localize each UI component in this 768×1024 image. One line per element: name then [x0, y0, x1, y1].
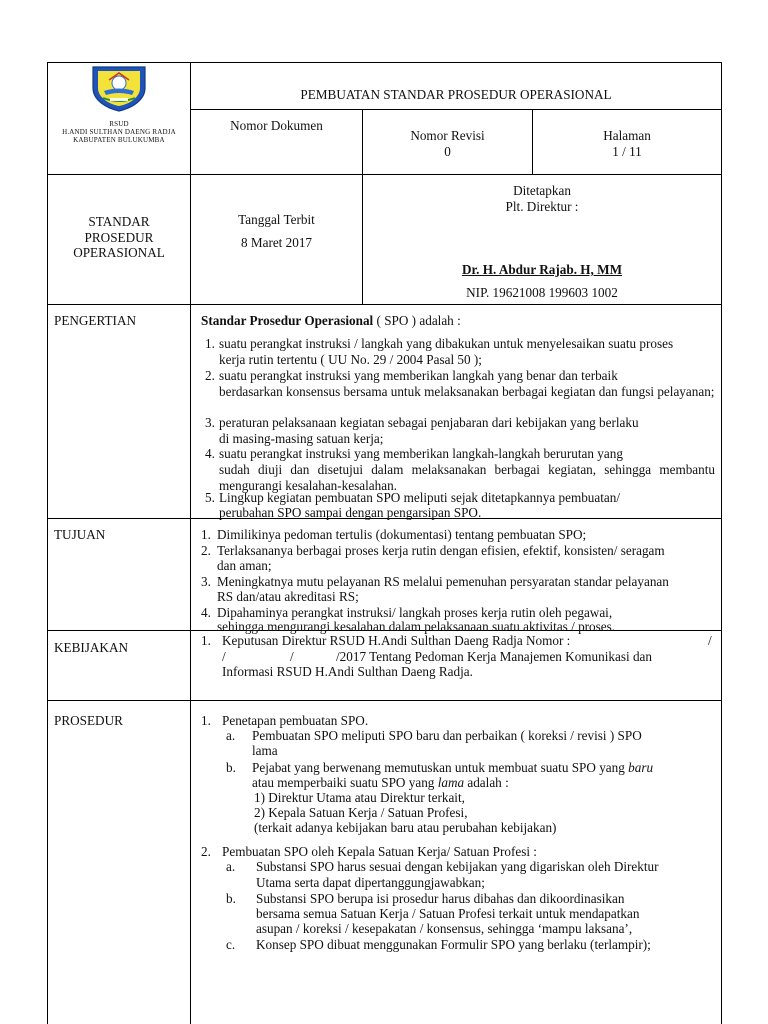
halaman-value: 1 / 11 [612, 144, 642, 159]
org-line-1: RSUD [109, 120, 129, 128]
pengertian-num-3: 3. [205, 415, 215, 430]
title-bottom-border [190, 109, 722, 110]
pengertian-label: PENGERTIAN [54, 313, 136, 328]
prosedur-num-2: 2. [201, 844, 211, 859]
spo-label-1: STANDAR [88, 214, 150, 229]
prosedur-2b-line-3: asupan / koreksi / kesepakatan / konsensus, sehingga ‘mampu laksana’, [256, 921, 633, 936]
prosedur-2b-line-2: bersama semua Satuan Kerja / Satuan Profesi terkait untuk mendapatkan [256, 906, 640, 921]
pengertian-item-3-rest: di masing-masing satuan kerja; [219, 431, 384, 446]
pengertian-item-5-rest: perubahan SPO sampai dengan pengarsipan SPO. [219, 505, 482, 520]
prosedur-1b-item-1: 1) Direktur Utama atau Direktur terkait, [254, 790, 465, 805]
tanggal-value: 8 Maret 2017 [240, 235, 313, 250]
org-line-2: H.ANDI SULTHAN DAENG RADJA [62, 128, 176, 136]
prosedur-2b-line-1: Substansi SPO berupa isi prosedur harus dibahas dan dikoordinasikan [256, 891, 625, 906]
prosedur-1b-line-2 [252, 775, 509, 791]
prosedur-1b-line-1-text: Pejabat yang berwenang memutuskan untuk membuat suatu SPO yang [252, 760, 629, 775]
prosedur-2a-line-2: Utama serta dapat dipertanggungjawabkan; [256, 875, 485, 890]
kebijakan-line-3: Informasi RSUD H.Andi Sulthan Daeng Radja. [222, 664, 473, 679]
spo-label-3: OPERASIONAL [73, 245, 165, 260]
kebijakan-line-1: Keputusan Direktur RSUD H.Andi Sulthan Daeng Radja Nomor : [222, 633, 571, 648]
prosedur-2c-line-1: Konsep SPO dibuat menggunakan Formulir SPO yang berlaku (terlampir); [256, 937, 651, 952]
prosedur-1b-item-3: (terkait adanya kebijakan baru atau perubahan kebijakan) [254, 820, 557, 835]
pengertian-item-2-rest: berdasarkan konsensus bersama untuk melaksanakan berbagai kegiatan dan fungsi pelayanan; [219, 384, 715, 399]
tujuan-num-3: 3. [201, 574, 211, 589]
org-line-3: KABUPATEN BULUKUMBA [73, 136, 165, 144]
kebijakan-slash: / [708, 633, 712, 648]
header-bottom-border [47, 304, 722, 305]
pengertian-item-2-line-1: suatu perangkat instruksi yang memberikan langkah yang benar dan terbaik [219, 368, 618, 383]
pengertian-intro-rest: ( SPO ) adalah : [373, 313, 461, 328]
signer-name: Dr. H. Abdur Rajab. H, MM [461, 262, 623, 277]
kebijakan-line-2: /2017 Tentang Pedoman Kerja Manajemen Komunikasi dan [336, 649, 652, 664]
prosedur-2a-line-1: Substansi SPO harus sesuai dengan kebijakan yang digariskan oleh Direktur [256, 859, 659, 874]
pengertian-item-3-line-1: peraturan pelaksanaan kegiatan sebagai penjabaran dari kebijakan yang berlaku [219, 415, 639, 430]
tanggal-label: Tanggal Terbit [238, 212, 315, 227]
tujuan-num-1: 1. [201, 527, 211, 542]
plt-direktur-label: Plt. Direktur : [505, 199, 579, 214]
kebijakan-slash-a: / [222, 649, 226, 664]
prosedur-num-1: 1. [201, 713, 211, 728]
prosedur-1a-line-1: Pembuatan SPO meliputi SPO baru dan perbaikan ( koreksi / revisi ) SPO [252, 728, 642, 743]
pengertian-num-2: 2. [205, 368, 215, 383]
kebijakan-bottom-border [47, 700, 722, 701]
pengertian-item-4-line-1: suatu perangkat instruksi yang memberikan langkah-langkah berurutan yang [219, 446, 623, 461]
prosedur-1b-line-2-end: adalah : [464, 775, 509, 790]
kebijakan-num-1: 1. [201, 633, 211, 648]
pengertian-num-4: 4. [205, 446, 215, 461]
nomor-revisi-label: Nomor Revisi [410, 128, 485, 143]
tujuan-item-3-line-1: Meningkatnya mutu pelayanan RS melalui pemenuhan persyaratan standar pelayanan [217, 574, 669, 589]
pengertian-item-1-rest: kerja rutin tertentu ( UU No. 29 / 2004 Pasal 50 ); [219, 352, 482, 367]
prosedur-2b-marker: b. [226, 891, 236, 906]
pengertian-intro-bold: Standar Prosedur Operasional [201, 313, 374, 328]
kebijakan-slash-b: / [290, 649, 294, 664]
prosedur-step-2: Pembuatan SPO oleh Kepala Satuan Kerja/ Satuan Profesi : [222, 844, 537, 859]
spo-label-2: PROSEDUR [84, 230, 154, 245]
ditetapkan-label: Ditetapkan [513, 183, 571, 198]
tujuan-item-4-line-1: Dipahaminya perangkat instruksi/ langkah proses kerja rutin oleh pegawai, [217, 605, 613, 620]
table-top-border [47, 62, 722, 63]
hospital-logo [90, 64, 148, 112]
prosedur-1b-line-1-italic: baru [628, 760, 654, 775]
doc-title: PEMBUATAN STANDAR PROSEDUR OPERASIONAL [300, 87, 612, 102]
tujuan-label: TUJUAN [54, 527, 106, 542]
prosedur-2a-marker: a. [226, 859, 236, 874]
kebijakan-label: KEBIJAKAN [54, 640, 128, 655]
tujuan-item-1-line-1: Dimilikinya pedoman tertulis (dokumentasi) tentang pembuatan SPO; [217, 527, 587, 542]
prosedur-1b-line-1 [252, 760, 653, 776]
table-left-border [47, 62, 48, 1024]
tujuan-num-2: 2. [201, 543, 211, 558]
prosedur-1a-marker: a. [226, 728, 236, 743]
signer-nip: NIP. 19621008 199603 1002 [466, 285, 618, 300]
tujuan-item-2-rest: dan aman; [217, 558, 272, 573]
pengertian-item-1-line-1: suatu perangkat instruksi / langkah yang dibakukan untuk menyelesaikan suatu proses [219, 336, 674, 351]
halaman-label: Halaman [603, 128, 651, 143]
pengertian-num-1: 1. [205, 336, 215, 351]
prosedur-1b-item-2: 2) Kepala Satuan Kerja / Satuan Profesi, [254, 805, 468, 820]
prosedur-step-1: Penetapan pembuatan SPO. [222, 713, 369, 728]
pengertian-intro [201, 313, 461, 329]
prosedur-1b-line-2-text: atau memperbaiki suatu SPO yang [252, 775, 438, 790]
pengertian-item-4-rest: sudah diuji dan disetujui dalam melaksanakan berbagai kegiatan, sehingga membantu mengurangi kesalahan-kesalahan. [219, 462, 715, 493]
pengertian-num-5: 5. [205, 490, 215, 505]
meta-bottom-border [47, 174, 722, 175]
tujuan-item-3-rest: RS dan/atau akreditasi RS; [217, 589, 359, 604]
prosedur-2c-marker: c. [226, 937, 236, 952]
tujuan-num-4: 4. [201, 605, 211, 620]
prosedur-1b-line-2-italic: lama [437, 775, 465, 790]
prosedur-1b-marker: b. [226, 760, 236, 775]
tujuan-item-4-rest: sehingga mengurangi kesalahan dalam pelaksanaan suatu aktivitas / proses. [217, 619, 616, 634]
pengertian-item-5-line-1: Lingkup kegiatan pembuatan SPO meliputi sejak ditetapkannya pembuatan/ [219, 490, 621, 505]
prosedur-1a-line-2: lama [252, 743, 278, 758]
table-right-border [721, 62, 722, 1024]
nomor-dokumen-label: Nomor Dokumen [230, 118, 323, 133]
prosedur-label: PROSEDUR [54, 713, 123, 728]
tujuan-item-2-line-1: Terlaksananya berbagai proses kerja rutin dengan efisien, efektif, konsisten/ seragam [217, 543, 665, 558]
body-col-divider [190, 304, 191, 1024]
nomor-revisi-value: 0 [444, 144, 451, 159]
